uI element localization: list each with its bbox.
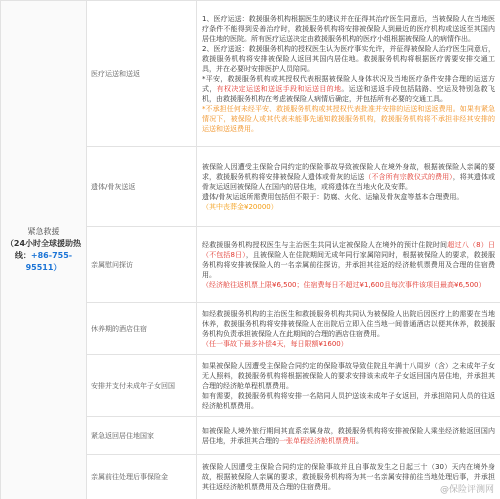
- description-paragraph: *平安，救援服务机构或其授权代表根据被保险人身体状况及当地医疗条件安排合理的运送方式，有权决定运送和送返手段和运送目的地。运送和送返手段包括陆路、空运及特别急救飞机，由救援服务机构在考虑被保险人病情后确定，并包括所有必要的交通工具。: [202, 74, 496, 103]
- description-paragraph: 被保险人因遭受主保险合同约定的保险事故并且自事故发生之日起三十（30）天内在境外身故，根据被保险人亲属的要求，救援服务机构将为其一名亲属安排前往当地处理后事，并承担其往返经济舱机票费用及合理的住宿费用。: [202, 463, 495, 491]
- description-paragraph: 如被保险人境外旅行期间其直系亲属身故，救援服务机构将安排被保险人乘坐经济舱返回国内居住地，并承担其合理的一张单程经济舱机票费用。: [202, 426, 495, 445]
- limit-note: （任一事故下最多补偿4天，每日限额¥1600）: [202, 339, 348, 348]
- benefit-description: [197, 355, 500, 417]
- category-cell: [1, 1, 87, 499]
- benefit-description: [197, 227, 500, 303]
- benefit-name: 亲属前往处理后事保险金: [87, 455, 197, 499]
- watermark: @保险评测网: [439, 485, 494, 495]
- description-paragraph: 2、医疗送返：救援服务机构的授权医生认为医疗事实允许，并征得被保险人治疗医生同意后，救援服务机构将安排被保险人返回其国内居住地。救援服务机构将根据医疗需要安排交通工具，并在必要时安排医护人员陪同。: [202, 44, 495, 73]
- highlight-text: 超过八（8）日（不包括8日）: [202, 240, 495, 259]
- table-row: [1, 1, 500, 147]
- benefit-description: [197, 417, 500, 455]
- description-paragraph: 如果被保险人因遭受主保险合同约定的保险事故导致住院且年满十八周岁（含）之未成年子女无人照料，救援服务机构将根据被保险人的要求安排该未成年子女返回国内居住地，并承担其合理的经济舱单程机票费用。: [202, 361, 495, 390]
- description-paragraph: 遗体/骨灰运返所需费用包括但不限于：防腐、火化、运输及骨灰盒等基本合理费用。: [202, 192, 464, 201]
- description-paragraph: 如有需要，救援服务机构将安排一名陪同人员护送该未成年子女返回，并承担陪同人员的往返经济舱机票费用。: [202, 391, 495, 410]
- limit-note: （经济舱往返机票上限¥6,500；住宿费每日不超过¥1,600且每次事件该项目最高¥6,500）: [202, 280, 486, 289]
- benefit-name: 遗体/骨灰送返: [87, 147, 197, 227]
- description-paragraph: 经救援服务机构授权医生与主治医生共同认定被保险人在境外的预计住院时间超过八（8）日（不包括8日），且被保险人在住院期间无成年同行家属陪同时，根据被保险人的要求，救援服务机构将安排被保险人的一名亲属前往探访，并承担其往返的经济舱机票费用及合理的住宿费用。: [202, 240, 495, 279]
- warning-note: *不承担任何未经平安、救援服务机构或其授权代表批准并安排的运送和送返费用。如果有紧急情况下，被保险人或其代表未能事先通知救援服务机构，救援服务机构将不承担非经其安排的运送和送返费用。: [202, 104, 495, 133]
- benefit-name: 休养期的酒店住宿: [87, 303, 197, 355]
- description-paragraph: 如经救援服务机构的主治医生和救援服务机构共同认为被保险人出院后因医疗上的需要在当地休养，救援服务机构将安排被保险人在出院后立即入住当地一间普通酒店以便其休养，救援服务机构负责承担被保险人在此期间的合理的酒店住宿费用。: [202, 309, 495, 338]
- benefit-name: 安排并支付未成年子女回国: [87, 355, 197, 417]
- amount-note: （其中丧葬金¥20000）: [202, 202, 278, 211]
- highlight-text: （不含所有宗教仪式的费用）: [364, 172, 453, 181]
- category-hotline-label: （24小时全球援助热: [5, 239, 82, 248]
- highlight-text: 一张单程经济舱机票费用: [279, 436, 356, 445]
- category-hotline: 线：+86-755-95511）: [14, 251, 73, 272]
- description-paragraph: 1、医疗运送：救援服务机构根据医生的建议并在征得其治疗医生同意后，当被保险人在当地医疗条件不能得到妥善治疗时，救援服务机构将安排被保险人到最近的医疗机构或送返至其国内居住地的医院。所有医疗运送决定由救援服务机构的医疗小组根据被保险人的病情作出。: [202, 14, 495, 43]
- category-name: 紧急救援: [27, 227, 60, 236]
- benefit-name: 紧急返回居住地国家: [87, 417, 197, 455]
- benefit-description: [197, 303, 500, 355]
- hotline-number[interactable]: +86-755-95511）: [25, 251, 73, 272]
- benefit-name: 亲属慰问探访: [87, 227, 197, 303]
- description-paragraph: 被保险人因遭受主保险合同约定的保险事故导致被保险人在境外身故，根据被保险人亲属的要求，救援服务机构将安排被保险人遗体或骨灰的运送（不含所有宗教仪式的费用），将其遗体或骨灰运返回被保险人在国内的居住地，或将遗体在当地火化及安葬。: [202, 162, 496, 191]
- benefit-name: 医疗运送和送返: [87, 1, 197, 147]
- benefit-description: [197, 147, 500, 227]
- highlight-text: 有权决定运送和送返手段和运送目的地: [216, 84, 342, 93]
- benefit-description: [197, 1, 500, 147]
